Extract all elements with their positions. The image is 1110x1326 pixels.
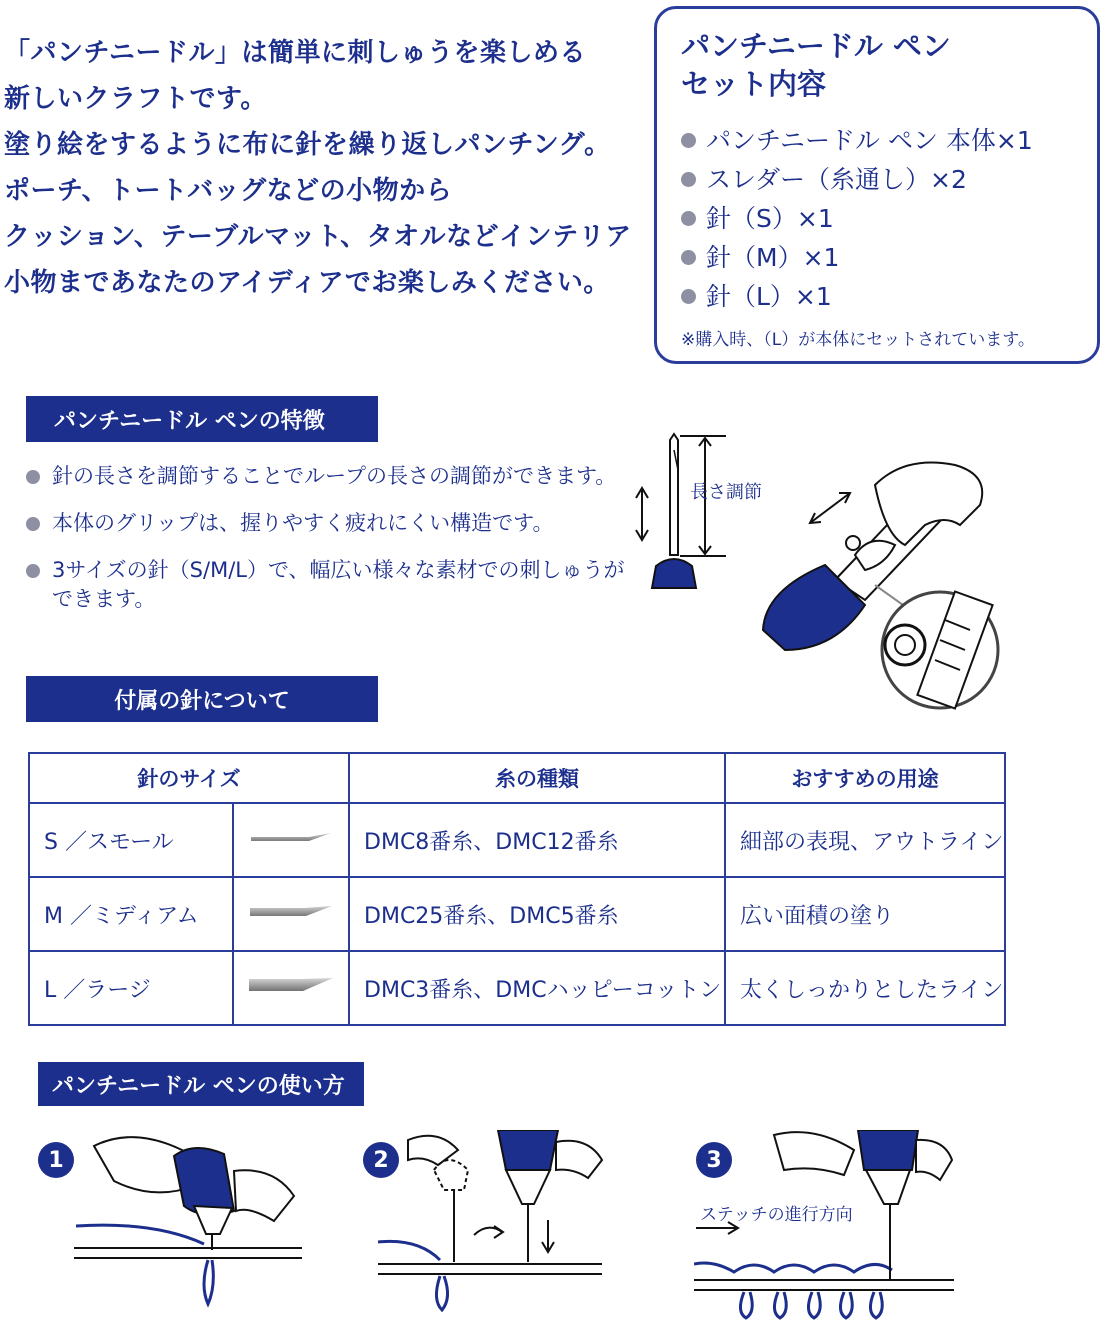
- intro-line: 「パンチニードル」は簡単に刺しゅうを楽しめる: [4, 38, 586, 68]
- intro-line: クッション、テーブルマット、タオルなどインテリア: [4, 222, 632, 252]
- list-item-label: 針（L）×1: [706, 282, 832, 311]
- step-number-2: 2: [363, 1142, 399, 1178]
- recommended-use: 広い面積の塗り: [725, 877, 1005, 951]
- needle-size: M ／ミディアム: [29, 877, 233, 951]
- list-item-label: 針（S）×1: [706, 204, 834, 233]
- recommended-use: 細部の表現、アウトライン: [725, 803, 1005, 877]
- features-list: [26, 462, 626, 632]
- needle-image-medium: [233, 877, 349, 951]
- thread-type: DMC3番糸、DMCハッピーコットン: [349, 951, 725, 1025]
- set-contents-list: [681, 121, 1033, 316]
- list-item-label: パンチニードル ペン 本体×1: [706, 126, 1033, 155]
- intro-line: 小物まであなたのアイディアでお楽しみください。: [4, 268, 610, 298]
- intro-text: [4, 30, 632, 306]
- intro-line: 新しいクラフトです。: [4, 84, 267, 114]
- adjust-label: 長さ調節: [690, 482, 762, 503]
- header-recommended-use: おすすめの用途: [725, 753, 1005, 803]
- header-thread-type: 糸の種類: [349, 753, 725, 803]
- recommended-use: 太くしっかりとしたライン: [725, 951, 1005, 1025]
- feature-text: 本体のグリップは、握りやすく疲れにくい構造です。: [52, 511, 554, 535]
- table-row: [29, 877, 1005, 951]
- intro-line: ポーチ、トートバッグなどの小物から: [4, 176, 453, 206]
- step-number-3: 3: [696, 1142, 732, 1178]
- table-row: [29, 951, 1005, 1025]
- list-item: [681, 121, 1033, 160]
- step-1-illustration: [74, 1126, 306, 1316]
- bullet-icon: [26, 564, 40, 578]
- list-item: [681, 160, 1033, 199]
- table-header-row: [29, 753, 1005, 803]
- bullet-icon: [26, 517, 40, 531]
- set-contents-note: ※購入時、（L）が本体にセットされています。: [681, 330, 1035, 350]
- feature-text: 3サイズの針（S/M/L）で、幅広い様々な素材での刺しゅうができます。: [52, 558, 625, 611]
- list-item: [26, 556, 626, 614]
- bullet-icon: [681, 211, 696, 226]
- stitch-direction-label: ステッチの進行方向: [700, 1205, 853, 1225]
- needle-medium-icon: [248, 903, 334, 921]
- list-item-label: 針（M）×1: [706, 243, 840, 272]
- feature-text: 針の長さを調節することでループの長さの調節ができます。: [52, 464, 617, 488]
- needle-size: S ／スモール: [29, 803, 233, 877]
- list-item: [26, 462, 626, 491]
- step-2-illustration: [378, 1130, 606, 1316]
- step-3-illustration: [694, 1130, 958, 1320]
- list-item: [681, 199, 1033, 238]
- table-row: [29, 803, 1005, 877]
- needle-image-large: [233, 951, 349, 1025]
- set-contents-box: [654, 6, 1100, 364]
- needle-size: L ／ラージ: [29, 951, 233, 1025]
- thread-type: DMC8番糸、DMC12番糸: [349, 803, 725, 877]
- needles-heading: 付属の針について: [26, 676, 378, 722]
- set-contents-title-line2: セット内容: [681, 67, 827, 101]
- step-number-1: 1: [38, 1142, 74, 1178]
- list-item: [681, 238, 1033, 277]
- pen-hand-illustration: [755, 445, 1015, 715]
- needle-large-icon: [247, 975, 335, 995]
- needle-image-small: [233, 803, 349, 877]
- bullet-icon: [26, 470, 40, 484]
- bullet-icon: [681, 172, 696, 187]
- list-item-label: スレダー（糸通し）×2: [706, 165, 967, 194]
- intro-line: 塗り絵をするように布に針を繰り返しパンチング。: [4, 130, 611, 160]
- needle-table: [28, 752, 1006, 1026]
- bullet-icon: [681, 250, 696, 265]
- header-needle-size: 針のサイズ: [29, 753, 349, 803]
- features-heading: パンチニードル ペンの特徴: [26, 396, 378, 442]
- thread-type: DMC25番糸、DMC5番糸: [349, 877, 725, 951]
- usage-heading: パンチニードル ペンの使い方: [38, 1062, 364, 1106]
- list-item: [681, 277, 1033, 316]
- bullet-icon: [681, 289, 696, 304]
- bullet-icon: [681, 133, 696, 148]
- needle-small-icon: [249, 831, 333, 847]
- set-contents-title: [681, 27, 951, 103]
- list-item: [26, 509, 626, 538]
- set-contents-title-line1: パンチニードル ペン: [681, 29, 951, 63]
